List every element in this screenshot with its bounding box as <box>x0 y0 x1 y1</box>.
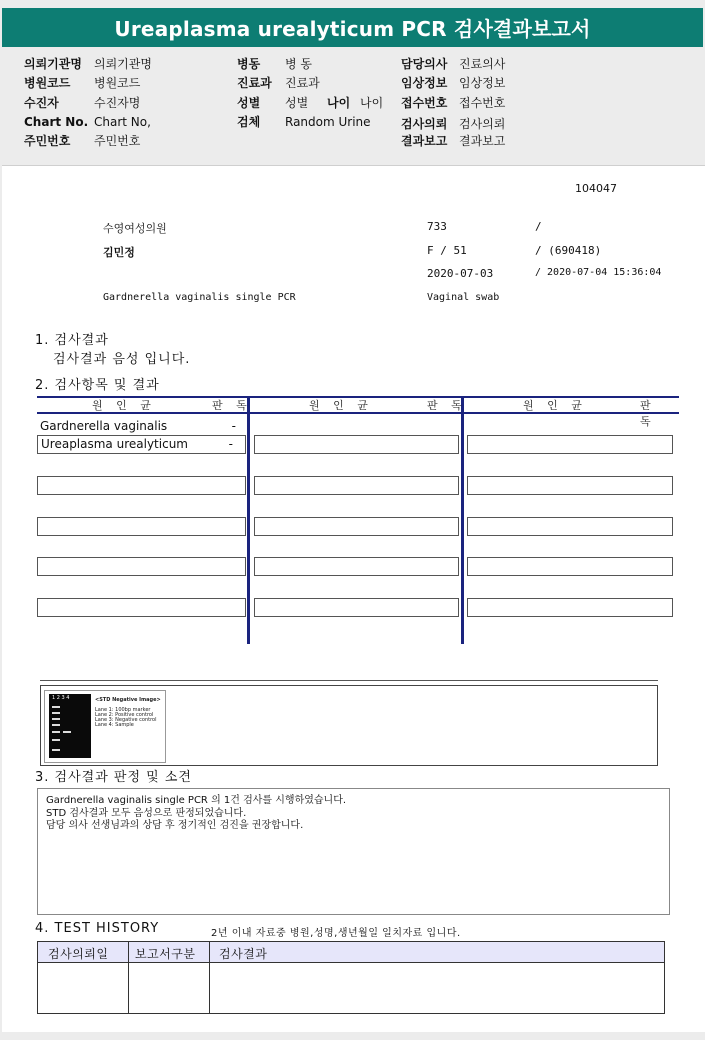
header-organism-1: 원 인 균 <box>92 399 156 412</box>
empty-cell <box>254 598 459 617</box>
history-col-report-type: 보고서구분 <box>135 947 196 961</box>
empty-cell <box>37 598 246 617</box>
gel-legend-4: Lane 4: Sample <box>95 722 134 728</box>
patient-name: 김민정 <box>103 246 135 259</box>
header-organism-2: 원 인 균 <box>309 399 373 412</box>
gel-band <box>52 749 60 751</box>
header-result-report: 결과보고 결과보고 <box>401 134 506 148</box>
history-table <box>37 941 665 1014</box>
empty-cell <box>467 435 673 454</box>
gel-band <box>52 724 60 726</box>
report-code: 733 <box>427 220 447 233</box>
judge-value: - <box>228 437 233 451</box>
specimen: Vaginal swab <box>427 292 500 303</box>
header-department: 진료과 진료과 <box>237 76 320 90</box>
header-judge-2: 판 독 <box>427 399 467 412</box>
history-col-request-date: 검사의뢰일 <box>48 947 109 961</box>
header-resident-no: 주민번호 주민번호 <box>24 134 141 148</box>
header-ward: 병동 병 동 <box>237 57 312 71</box>
organism-name: Gardnerella vaginalis <box>40 419 168 433</box>
history-col-divider <box>128 942 129 1013</box>
gel-band <box>63 731 71 733</box>
report-code-slash: / <box>535 220 542 233</box>
empty-cell <box>254 435 459 454</box>
header-judge-3: 판 독 <box>640 399 656 428</box>
history-col-result: 검사결과 <box>219 947 268 961</box>
organism-name: Ureaplasma urealyticum <box>41 437 188 451</box>
empty-cell <box>467 557 673 576</box>
gel-band <box>52 718 60 720</box>
history-note: 2년 이내 자료중 병원,성명,생년월일 일치자료 입니다. <box>211 928 461 939</box>
empty-cell <box>254 476 459 495</box>
header-age-value: 나이 <box>360 96 384 110</box>
header-patient: 수진자 수진자명 <box>24 96 141 110</box>
report-date: / 2020-07-04 15:36:04 <box>535 267 662 278</box>
section1-result-text: 검사결과 음성 입니다. <box>53 352 191 367</box>
gel-band <box>52 712 60 714</box>
section1-title: 1. 검사결과 <box>35 333 109 348</box>
empty-cell <box>254 517 459 536</box>
image-separator <box>40 680 658 681</box>
table-divider-2 <box>461 396 464 644</box>
gel-legend-2: Lane 2: Positive control <box>95 712 154 718</box>
empty-cell <box>37 557 246 576</box>
opinion-line-1: Gardnerella vaginalis single PCR 의 1건 검사를 시행하였습니다. <box>46 795 347 806</box>
opinion-line-2: STD 검사결과 모두 음성으로 판정되었습니다. <box>46 807 247 819</box>
gel-image-area <box>40 685 658 766</box>
sex-age: F / 51 <box>427 244 467 257</box>
header-test-request: 검사의뢰 검사의뢰 <box>401 117 506 131</box>
empty-cell <box>37 476 246 495</box>
header-chart-no: Chart No. Chart No, <box>24 115 151 129</box>
gel-band <box>52 706 60 708</box>
opinion-box <box>37 788 670 915</box>
report-number: 104047 <box>575 182 617 195</box>
history-header <box>38 942 664 963</box>
judge-value: - <box>231 419 236 433</box>
empty-cell <box>467 476 673 495</box>
request-date: 2020-07-03 <box>427 267 494 280</box>
section3-title: 3. 검사결과 판정 및 소견 <box>35 770 192 785</box>
opinion-line-3: 담당 의사 선생님과의 상담 후 정기적인 검진을 권장합니다. <box>46 820 304 831</box>
clinic-name: 수영여성의원 <box>103 222 167 235</box>
report-sheet <box>2 165 705 1032</box>
header-clinical-info: 임상정보 임상정보 <box>401 76 506 90</box>
header-hospital-code: 병원코드 병원코드 <box>24 76 141 90</box>
header-specimen: 검체 Random Urine <box>237 115 371 129</box>
header-doctor: 담당의사 진료의사 <box>401 57 506 71</box>
empty-cell <box>37 517 246 536</box>
gel-image <box>44 690 166 763</box>
birth-date: / (690418) <box>535 244 602 257</box>
gel-title: <STD Negative Image> <box>95 697 161 703</box>
empty-cell <box>254 557 459 576</box>
test-name: Gardnerella vaginalis single PCR <box>103 292 296 303</box>
gel-legend-1: Lane 1: 100bp marker <box>95 707 151 713</box>
gel-lanes-image <box>49 694 91 758</box>
report-title: Ureaplasma urealyticum PCR 검사결과보고서 <box>2 8 703 47</box>
empty-cell <box>467 517 673 536</box>
header-hospital-name: 의뢰기관명 의뢰기관명 <box>24 57 152 71</box>
gel-lane-numbers: 1 2 3 4 <box>52 695 70 701</box>
header-age-label: 나이 <box>327 96 351 110</box>
result-row <box>37 435 246 454</box>
results-table <box>37 396 679 644</box>
history-col-divider <box>209 942 210 1013</box>
header-judge-1: 판 독 <box>212 399 252 412</box>
gel-band <box>52 739 60 741</box>
empty-cell <box>467 598 673 617</box>
section4-title: 4. TEST HISTORY <box>35 921 160 936</box>
header-receipt-no: 접수번호 접수번호 <box>401 96 506 110</box>
gel-legend-3: Lane 3: Negative control <box>95 717 157 723</box>
gel-band <box>52 731 60 733</box>
header-organism-3: 원 인 균 <box>523 399 587 412</box>
header-sex: 성별 성별 나이 나이 <box>237 96 384 110</box>
section2-title: 2. 검사항목 및 결과 <box>35 378 160 393</box>
